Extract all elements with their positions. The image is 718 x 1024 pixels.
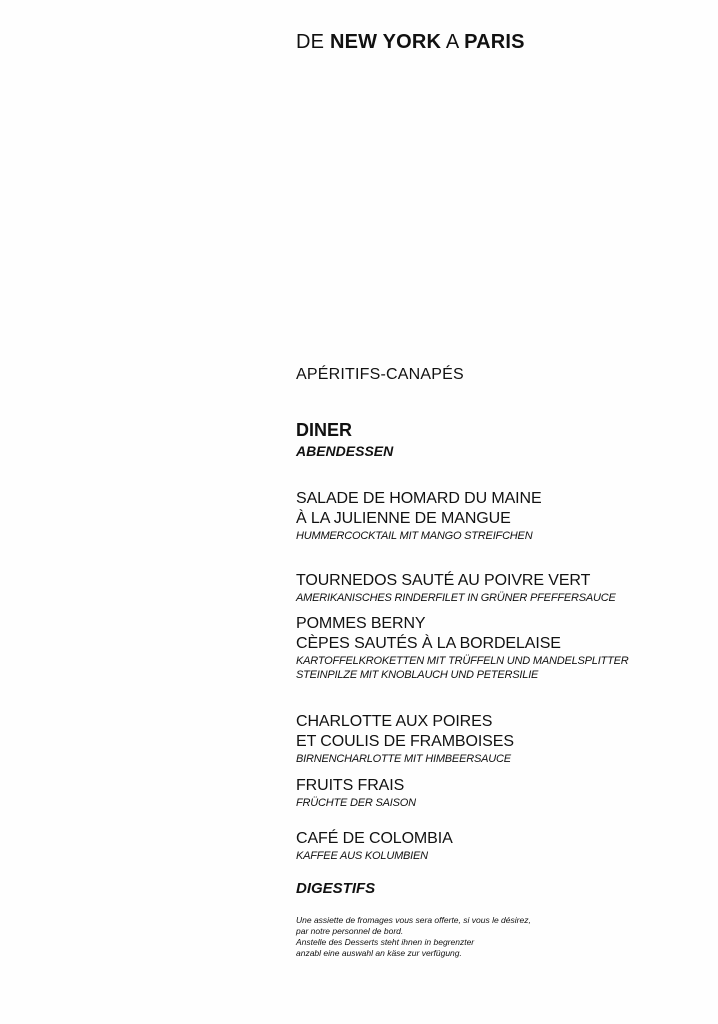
dessert-line-2: ET COULIS DE FRAMBOISES — [296, 733, 514, 750]
dessert-course — [296, 712, 706, 766]
main-translation: AMERIKANISCHES RINDERFILET IN GRÜNER PFEFFERSAUCE — [296, 592, 616, 604]
fruits-course — [296, 776, 706, 810]
sides-line-1: POMMES BERNY — [296, 615, 426, 632]
coffee-course — [296, 829, 706, 863]
fruits-line: FRUITS FRAIS — [296, 777, 405, 794]
digestifs-heading: DIGESTIFS — [296, 880, 376, 897]
route-de: DE — [296, 31, 325, 53]
route-destination: PARIS — [464, 31, 525, 53]
aperitifs-heading: APÉRITIFS-CANAPÉS — [296, 366, 464, 383]
sides-line-2: CÈPES SAUTÉS À LA BORDELAISE — [296, 635, 561, 652]
main-line: TOURNEDOS SAUTÉ AU POIVRE VERT — [296, 572, 591, 589]
route-a: A — [445, 31, 459, 53]
diner-title: DINER — [296, 420, 353, 440]
route-title — [296, 31, 525, 54]
diner-subtitle: ABENDESSEN — [296, 443, 394, 459]
starter-line-2: À LA JULIENNE DE MANGUE — [296, 510, 511, 527]
starter-translation: HUMMERCOCKTAIL MIT MANGO STREIFCHEN — [296, 530, 533, 542]
coffee-translation: KAFFEE AUS KOLUMBIEN — [296, 850, 428, 862]
sides-translation-2: STEINPILZE MIT KNOBLAUCH UND PETERSILIE — [296, 669, 539, 681]
note-line-1: Une assiette de fromages vous sera offerte, si vous le désirez, — [296, 915, 531, 925]
starter-course — [296, 489, 706, 543]
starter-line-1: SALADE DE HOMARD DU MAINE — [296, 490, 542, 507]
sides-translation-1: KARTOFFELKROKETTEN MIT TRÜFFELN UND MANDELSPLITTER — [296, 655, 629, 667]
coffee-line: CAFÉ DE COLOMBIA — [296, 830, 453, 847]
note-line-3: Anstelle des Desserts steht ihnen in begrenzter — [296, 937, 475, 947]
dessert-translation: BIRNENCHARLOTTE MIT HIMBEERSAUCE — [296, 753, 511, 765]
route-origin: NEW YORK — [329, 31, 442, 53]
main-course — [296, 571, 706, 605]
dessert-line-1: CHARLOTTE AUX POIRES — [296, 713, 493, 730]
cheese-note — [296, 915, 706, 959]
note-line-2: par notre personnel de bord. — [296, 926, 404, 936]
note-line-4: anzabl eine auswahl an käse zur verfügung. — [296, 948, 462, 958]
sides-course — [296, 614, 706, 682]
fruits-translation: FRÜCHTE DER SAISON — [296, 797, 416, 809]
